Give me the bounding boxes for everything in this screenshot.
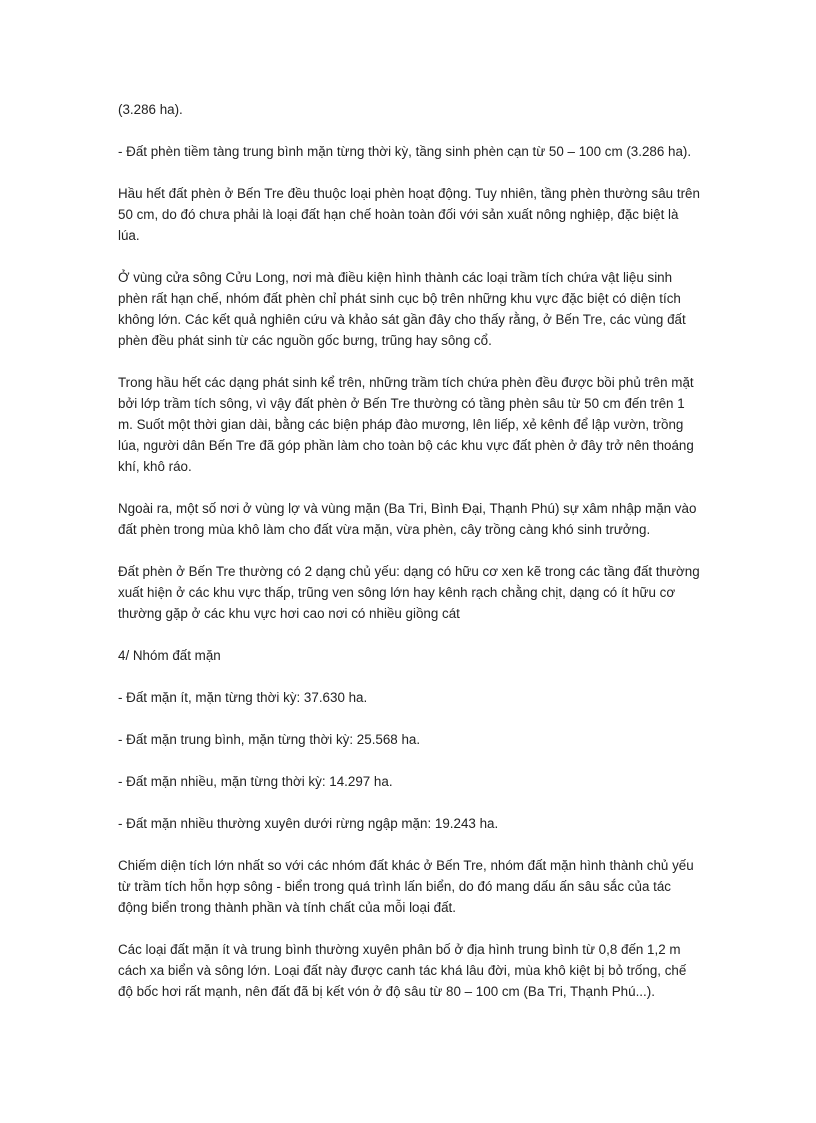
list-item-saline-low: - Đất mặn ít, mặn từng thời kỳ: 37.630 ha.	[118, 690, 368, 705]
paragraph-sediment-cover: Trong hầu hết các dạng phát sinh kể trên, những trầm tích chứa phèn đều được bồi phủ trên mặt bởi lớp trầm tích sông, vì vậy đất phèn ở Bến Tre thường có tầng phèn sâu từ 50 cm đến trên 1 m. Suốt một thời gian dài, bằng các biện pháp đào mương, lên liếp, xẻ kênh để lập vườn, trồng lúa, người dân Bến Tre đã góp phần làm cho toàn bộ các khu vực đất phèn ở đây trở nên thoáng khí, khô ráo.	[118, 375, 694, 474]
paragraph-saline-distribution: Các loại đất mặn ít và trung bình thường xuyên phân bố ở địa hình trung bình từ 0,8 đến 1,2 m cách xa biển và sông lớn. Loại đất này được canh tác khá lâu đời, mùa khô kiệt bị bỏ trống, chế độ bốc hơi rất mạnh, nên đất đã bị kết vón ở độ sâu từ 80 – 100 cm (Ba Tri, Thạnh Phú...).	[118, 942, 687, 999]
paragraph-mekong-estuary: Ở vùng cửa sông Cửu Long, nơi mà điều kiện hình thành các loại trầm tích chứa vật liệu sinh phèn rất hạn chế, nhóm đất phèn chỉ phát sinh cục bộ trên những khu vực đặc biệt có diện tích không lớn. Các kết quả nghiên cứu và khảo sát gần đây cho thấy rằng, ở Bến Tre, các vùng đất phèn đều phát sinh từ các nguồn gốc bưng, trũng hay sông cổ.	[118, 270, 686, 348]
paragraph-saline-origin: Chiếm diện tích lớn nhất so với các nhóm đất khác ở Bến Tre, nhóm đất mặn hình thành chủ yếu từ trầm tích hỗn hợp sông - biển trong quá trình lấn biển, do đó mang dấu ấn sâu sắc của tác động biển trong thành phần và tính chất của mỗi loại đất.	[118, 858, 694, 915]
paragraph-saline-intrusion: Ngoài ra, một số nơi ở vùng lợ và vùng mặn (Ba Tri, Bình Đại, Thạnh Phú) sự xâm nhập mặn vào đất phèn trong mùa khô làm cho đất vừa mặn, vừa phèn, cây trồng càng khó sinh trưởng.	[118, 501, 697, 537]
document-body	[118, 99, 702, 1023]
list-item-saline-medium: - Đất mặn trung bình, mặn từng thời kỳ: 25.568 ha.	[118, 732, 421, 747]
section-heading-saline-soil: 4/ Nhóm đất mặn	[118, 648, 221, 663]
paragraph-potential-acid-soil: - Đất phèn tiềm tàng trung bình mặn từng thời kỳ, tầng sinh phèn cạn từ 50 – 100 cm (3.286 ha).	[118, 144, 692, 159]
list-item-saline-mangrove: - Đất mặn nhiều thường xuyên dưới rừng ngập mặn: 19.243 ha.	[118, 816, 499, 831]
paragraph-acid-soil-types: Đất phèn ở Bến Tre thường có 2 dạng chủ yếu: dạng có hữu cơ xen kẽ trong các tầng đất thường xuất hiện ở các khu vực thấp, trũng ven sông lớn hay kênh rạch chằng chịt, dạng có ít hữu cơ thường gặp ở các khu vực hơi cao nơi có nhiều giồng cát	[118, 564, 700, 621]
list-item-saline-high: - Đất mặn nhiều, mặn từng thời kỳ: 14.297 ha.	[118, 774, 393, 789]
paragraph-continuation: (3.286 ha).	[118, 102, 183, 117]
paragraph-active-acid-soil: Hầu hết đất phèn ở Bến Tre đều thuộc loại phèn hoạt động. Tuy nhiên, tầng phèn thường sâu trên 50 cm, do đó chưa phải là loại đất hạn chế hoàn toàn đối với sản xuất nông nghiệp, đặc biệt là lúa.	[118, 186, 700, 243]
